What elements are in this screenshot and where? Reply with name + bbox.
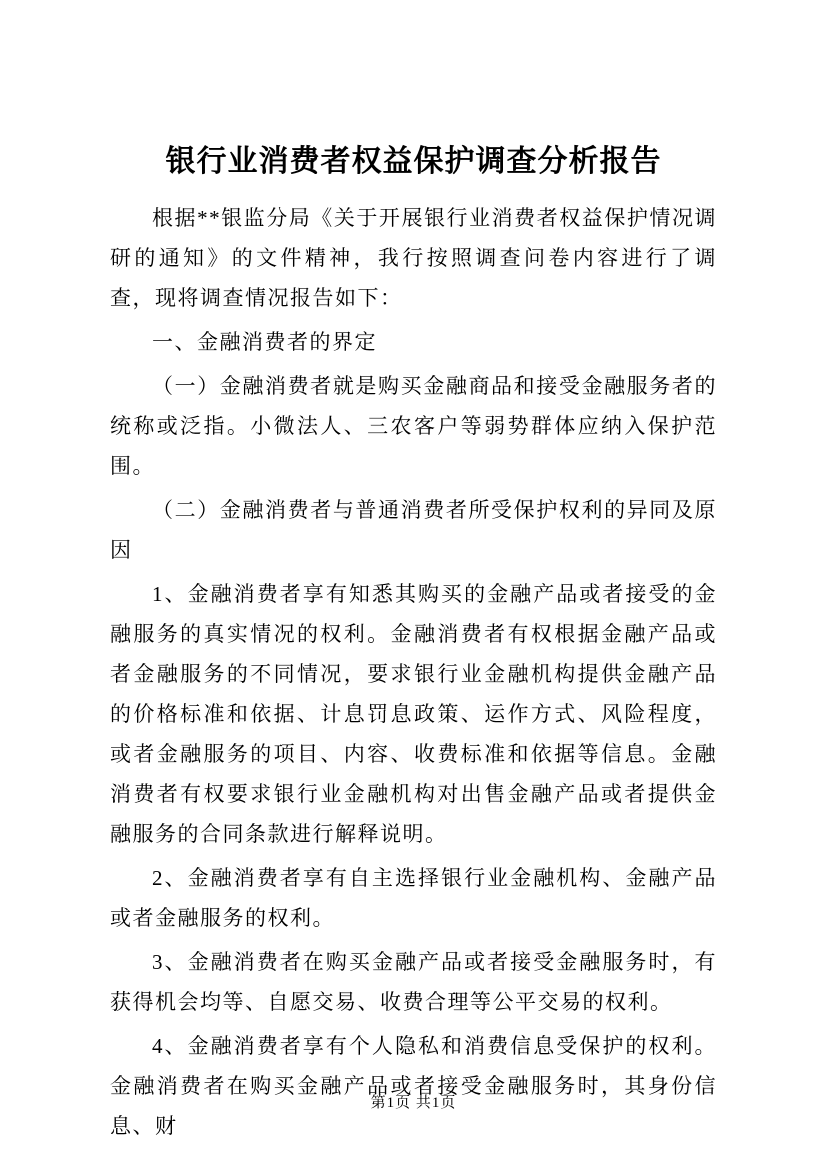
paragraph-right-1: 1、金融消费者享有知悉其购买的金融产品或者接受的金融服务的真实情况的权利。金融消费者有权根据金融产品或者金融服务的不同情况，要求银行业金融机构提供金融产品的价格标准和依据、计息罚息政策、运作方式、风险程度，或者金融服务的项目、内容、收费标准和依据等信息。金融消费者有权要求银行业金融机构对出售金融产品或者提供金融服务的合同条款进行解释说明。 [110,582,717,846]
paragraph-right-4: 4、金融消费者享有个人隐私和消费信息受保护的权利。金融消费者在购买金融产品或者接受金融服务时，其身份信息、财 [110,1034,717,1138]
paragraph-intro: 根据**银监分局《关于开展银行业消费者权益保护情况调研的通知》的文件精神，我行按照调查问卷内容进行了调查，现将调查情况报告如下： [110,206,717,310]
paragraph-item-1: （一）金融消费者就是购买金融商品和接受金融服务者的统称或泛指。小微法人、三农客户等弱势群体应纳入保护范围。 [110,374,717,478]
document-title: 银行业消费者权益保护调查分析报告 [165,145,662,178]
paragraph-right-3: 3、金融消费者在购买金融产品或者接受金融服务时，有获得机会均等、自愿交易、收费合理等公平交易的权利。 [110,950,717,1014]
paragraph-item-2: （二）金融消费者与普通消费者所受保护权利的异同及原因 [110,498,717,562]
section-heading: 一、金融消费者的界定 [152,330,377,354]
paragraph-right-2: 2、金融消费者享有自主选择银行业金融机构、金融产品或者金融服务的权利。 [110,866,717,930]
page-number-footer: 第1页 共1页 [370,1095,457,1111]
